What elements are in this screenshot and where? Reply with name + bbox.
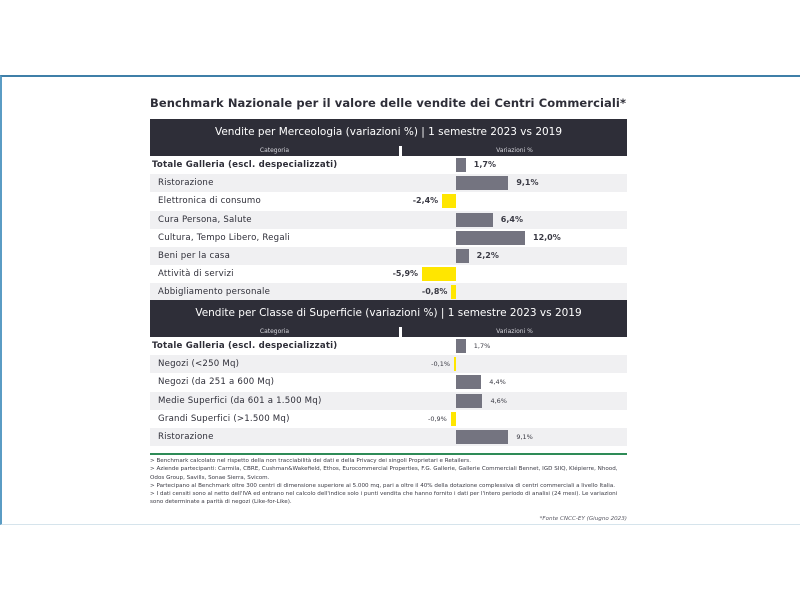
column-header-variation: Variazioni % (402, 327, 627, 337)
value-label: 2,2% (476, 250, 499, 260)
footnote: > Partecipano al Benchmark oltre 300 centri di dimensione superiore ai 5.000 mq, pari a oltre il 40% della dotazione complessiva di centri commerciali a livello Italia. (150, 482, 616, 489)
negative-bar (451, 412, 456, 426)
column-headers (150, 146, 627, 156)
table-row (150, 392, 627, 410)
column-header-variation: Variazioni % (402, 146, 627, 156)
section-merceologia (150, 119, 627, 302)
column-header-category: Categoria (150, 146, 399, 156)
category-label: Medie Superfici (da 601 a 1.500 Mq) (158, 395, 322, 406)
positive-bar (456, 249, 469, 263)
positive-bar (456, 430, 508, 444)
positive-bar (456, 213, 493, 227)
footnote: > Aziende partecipanti: Carmila, CBRE, Cushman&Wakefield, Ethos, Eurocommercial Properties, F.G. Gallerie, Gallerie Commerciali Bennet, IGD SIIQ, Klépierre, Nhood, Odos Group, Savills, Sonae Sierra, Svicom. (150, 466, 618, 481)
negative-bar (422, 267, 456, 281)
table-row (150, 428, 627, 446)
total-row (150, 337, 627, 355)
table-row (150, 355, 627, 373)
value-label: -0,8% (421, 287, 448, 297)
category-label: Attività di servizi (158, 269, 234, 280)
column-header-category: Categoria (150, 327, 399, 337)
table-row (150, 247, 627, 265)
category-label: Ristorazione (158, 178, 214, 189)
value-label: 9,1% (516, 432, 533, 441)
footnotes (150, 457, 627, 507)
source-note: *Fonte CNCC-EY (Giugno 2023) (539, 516, 627, 522)
value-label: -5,9% (392, 269, 419, 279)
total-row (150, 156, 627, 174)
value-label: 6,4% (500, 214, 523, 224)
positive-bar (456, 394, 482, 408)
category-label: Totale Galleria (escl. despecializzati) (152, 160, 338, 170)
category-label: Totale Galleria (escl. despecializzati) (152, 341, 338, 351)
section-header: Vendite per Classe di Superficie (variazioni %) | 1 semestre 2023 vs 2019 (150, 300, 627, 327)
main-title: Benchmark Nazionale per il valore delle vendite dei Centri Commerciali* (150, 96, 627, 110)
category-label: Cultura, Tempo Libero, Regali (158, 232, 290, 243)
table-row (150, 373, 627, 391)
footnote: > I dati censiti sono al netto dell'IVA ed entrano nel calcolo dell'indice solo i punti vendita che hanno fornito i dati per l'intero periodo di analisi (24 mesi). Le variazioni sono determinate a parità di negozi (Like-for-Like). (150, 491, 618, 506)
column-headers (150, 327, 627, 337)
divider-line (150, 453, 627, 455)
value-label: 9,1% (516, 178, 539, 188)
table-row (150, 265, 627, 283)
positive-bar (456, 339, 466, 353)
positive-bar (456, 375, 481, 389)
negative-bar (454, 357, 456, 371)
category-label: Negozi (da 251 a 600 Mq) (158, 377, 275, 388)
category-label: Beni per la casa (158, 250, 231, 261)
value-label: 4,4% (489, 378, 506, 387)
value-label: -2,4% (412, 196, 439, 206)
rows-container (150, 156, 627, 302)
positive-bar (456, 158, 466, 172)
value-label: 12,0% (533, 232, 561, 242)
value-label: 1,7% (473, 160, 496, 169)
table-row (150, 410, 627, 428)
category-label: Cura Persona, Salute (158, 214, 252, 225)
value-label: 4,6% (490, 396, 507, 405)
footnote: > Benchmark calcolato nel rispetto della non tracciabilità dei dati e della Privacy dei singoli Proprietari e Retailers. (150, 458, 471, 464)
value-label: -0,1% (431, 360, 450, 369)
category-label: Grandi Superfici (>1.500 Mq) (158, 413, 290, 424)
table-row (150, 229, 627, 247)
table-row (150, 192, 627, 210)
negative-bar (442, 194, 456, 208)
table-row (150, 283, 627, 301)
category-label: Elettronica di consumo (158, 196, 261, 207)
table-row (150, 174, 627, 192)
category-label: Ristorazione (158, 431, 214, 442)
section-superficie (150, 300, 627, 446)
positive-bar (456, 176, 508, 190)
category-label: Abbigliamento personale (158, 287, 271, 298)
category-label: Negozi (<250 Mq) (158, 359, 240, 370)
value-label: -0,9% (427, 414, 447, 423)
section-header: Vendite per Merceologia (variazioni %) | 1 semestre 2023 vs 2019 (150, 119, 627, 146)
negative-bar (451, 285, 456, 299)
value-label: 1,7% (473, 342, 491, 350)
positive-bar (456, 231, 525, 245)
table-row (150, 211, 627, 229)
rows-container (150, 337, 627, 446)
